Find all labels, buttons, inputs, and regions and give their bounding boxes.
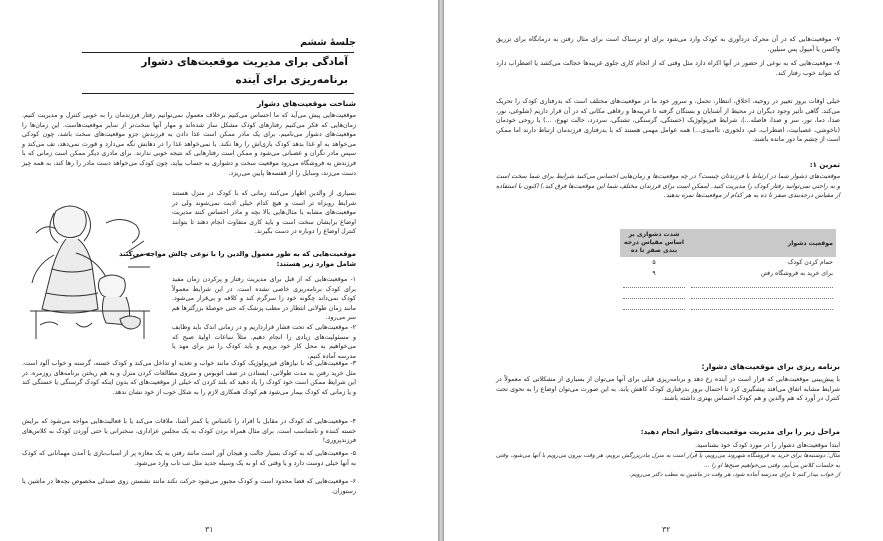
paragraph: موقعیت‌هایی پیش می‌آید که ما احساس می‌کنیم برخلاف معمول نمی‌توانیم رفتار فرزندمان را به خوبی کنترل و مدیریت کنیم. زمان‌هایی که فکر می‌کنیم رفتارهای کودک مشکل ساز شده‌اند و مهار آنها سخت‌تر از سایر موقعیت‌هاست. این زمان‌ها را موقعیت‌های دشوار می‌نامیم. برای یک مادر ممکن است غذا دادن به فرزندش جزو موقعیت‌های سخت باشد، چون کودکی می‌خواهد به او غذا بدهد کودک بازی‌اش را رها نکند. یا نمی‌خواهد غذا را در دهانش نگه می‌دارد و قورت نمی‌دهد، تف می‌کند و سپس مادر نگران و عصبانی می‌شود و ممکن است رفتارهایی که نتیجه خوبی ندارند. برای مادری دیگر ممکن است زمانی که با فرزندش به فروشگاه می‌رود موقعیت سخت و دشواری به حساب بیاید، چون کودک می‌خواهد دست مادر را رها کند، به همه چیز دست می‌زند، وسایل را از قفسه‌ها پایین می‌ریزد.: [22, 112, 356, 177]
blank-line: [623, 303, 685, 310]
blank-line: [691, 292, 833, 299]
table-row: [620, 290, 836, 301]
section-heading: موقعیت‌هایی که به طور معمول والدین را با نوعی چالش مواجه می‌کنند شامل موارد زیر هستند:: [119, 250, 356, 268]
blank-line: [623, 292, 685, 299]
table-cell-situation: [688, 290, 836, 301]
list-item: ۸- موقعیت‌هایی که به نوعی از حضور در آنها اکراه دارد مثل وقتی که از انجام کاری جلوی غریبه‌ها خجالت می‌کشد یا اضطراب دارد که نتواند خوب رفتار کند.: [496, 60, 840, 77]
blank-line: [691, 281, 833, 288]
list-item: ۵- موقعیت‌هایی که به کودک بسیار جالب و هیجان آور است مانند رفتن به یک مغازه پر از اسباب‌بازی یا آمدن مهمانانی که کودک به آنها خیلی دوست دارد و یا وقتی که او به یک وسیله جدید مثل تب تاب وارد می‌شود.: [22, 450, 356, 467]
column-header-situation: موقعیت دشوار: [688, 229, 836, 257]
list-item: ۱- موقعیت‌هایی که از قبل برای مدیریت رفتار و پرکردن زمان مفید برای کودک برنامه‌ریزی خاصی نشده است. در این شرایط معمولاً کودک نمی‌داند چگونه خود را سرگرم کند و کلافه و بی‌قرار می‌شود. مانند زمان طولانی انتظار در مطب پزشک که حتی حوصلهٔ بزرگترها هم سر می‌رود.: [172, 276, 356, 322]
section-heading: شناخت موقعیت‌های دشوار: [256, 99, 356, 108]
table-row: [620, 268, 836, 279]
list-item: ۷- موقعیت‌هایی که در آن محرک دردآوری به کودک وارد می‌شود برای او ترسناک است برای مثال رفتن به درمانگاه برای تزریق واکسن یا آمپول پس سیلین.: [496, 36, 840, 53]
list-item: ۴- موقعیت‌هایی که کودک در مقابل با افراد را ناشناس یا کمتر آشنا، ملاقات می‌کند یا با فعالیت‌هایی مواجه می‌شود که برایش خسته کننده و نامتناسب است. برای مثال همراه بردن کودک به یک مجلس عزاداری، سخنرانی یا حتی آوردن کودک به کلاس‌های فرزندپروری!: [22, 418, 356, 445]
exercise-heading: تمرین ۱:: [809, 161, 840, 169]
blank-line: [691, 303, 833, 310]
paragraph: بسیاری از والدین اظهار می‌کنند زمانی که با کودک در منزل هستند شرایط روبراه تر است و هیچ کدام خیلی اذیت نمی‌شوند ولی در موقعیت‌های مشابه یا مثال‌هایی بالا بچه و مادر احساس کنند مدیریت اوضاع برایشان سخت است و باید کاری متفاوت انجام دهند تا بتوانند کنترل اوضاع را دوباره در دست بگیرند.: [172, 190, 356, 236]
table-cell-situation: حمام کردن کودک: [787, 259, 833, 266]
table-cell-score: ۹: [652, 270, 656, 277]
column-header-score: شدت دشواری بر اساس مقیاس درجه بندی صفر تا ده: [620, 229, 688, 257]
table-cell-situation: [688, 301, 836, 312]
table-row: [620, 279, 836, 290]
right-page: [444, 0, 883, 541]
paragraph: با پیش‌بینی موقعیت‌هایی که قرار است در آینده رخ دهد و برنامه‌ریزی قبلی برای آنها می‌توان از بسیاری از مشکلاتی که معمولاً در شرایط مشابه اتفاق می‌افتد پیشگیری کرد تا احتمال بروز بدرفتاری کودک کاهش یابد. به این صورت می‌توان اوضاع را به نحوی تحت کنترل در آورد که هم والدین و هم کودک احساس بهتری داشته باشند.: [496, 376, 840, 403]
paragraph: خیلی اوقات بروز تغییر در روحیه، اخلاق، انتظار، تحمل، و سرور خود ما در موقعیت‌های مختلف است که بدرفتاری کودک را تحریک می‌کند. گاهی تأثیر وجود دیگران در محیط از آشنایان و بستگان گرفته تا غریبه‌ها و رفاهی مکانی که در آن قرار داریم (شلوغی، نور، صدا، دما، نور، سر و صدا، فاصله...)، شرایط فیزیولوژیک (خستگی، گرسنگی، تشنگی، سردرد، حالت تهوع، ...) یا روحی خودمان (ناخوشی، عصبانیت، اضطراب، غم، دلخوری، ناامیدی...) همه عوامل مهمی هستند که با بدرفتاری فرزندمان ارتباط دارند اما ممکن است از چشم ما دور مانده باشند.: [496, 98, 840, 144]
table-cell-score: ۵: [652, 259, 656, 266]
page-number: ۳۱: [205, 525, 214, 534]
table-row: [620, 257, 836, 268]
chapter-title-box: [82, 52, 354, 94]
table-cell-score: [620, 301, 688, 312]
step-item: ابتدا موقعیت‌های دشوار را در مورد کودک خود بشناسید.: [695, 441, 840, 452]
session-label: جلسهٔ ششم: [300, 37, 356, 48]
list-item: ۶- موقعیت‌هایی که فضا محدود است و کودک مجبور می‌شود حرکت نکند مانند نشستن روی صندلی مخصوص بچه‌ها در ماشین یا رستوران.: [22, 478, 356, 495]
table-row: [620, 301, 836, 312]
table-cell-score: [620, 279, 688, 290]
list-item: ۲- موقعیت‌هایی که تحت فشار قرارداریم و در زمانی اندک باید وظایف و مسئولیت‌های زیادی را انجام دهیم. مثلاً ساعات اولیهٔ صبح که می‌خواهیم به محل کار خود برویم و باید کودک را نیز برای مهد یا مدرسه آماده کنیم.: [172, 324, 356, 360]
page-number: ۳۲: [662, 525, 671, 534]
example-text: مثال: دوشنبه‌ها برای خرید به فروشگاه شهروند می‌رویم، یا قرار است به منزل مادربزرگش برویم، هر وقت بیرون می‌رویم با آنها می‌شود، وقتی به جلسات کلاس می‌آیم، وقتی می‌خواهیم صبح‌ها او را ...: [496, 453, 840, 469]
table-cell-score: [620, 290, 688, 301]
exercise-text: موقعیت‌های دشوار شما در ارتباط با فرزندتان چیست؟ در چه موقعیت‌ها و زمان‌هایی احساس می‌کنید شرایط برای شما سخت است و به راحتی نمی‌توانید رفتار کودک را مدیریت کنید. (ممکن است برای فرزندان مختلف شما این موقعیت‌ها فرق کند.) اکنون با استفاده از مقیاس درجه‌بندی صفر تا ده به هر کدام از موقعیت‌ها نمره بدهید.: [496, 173, 840, 200]
chapter-subtitle: برنامه‌ریزی برای آینده: [235, 74, 348, 86]
section-heading: برنامه ریزی برای موقعیت‌های دشوار:: [701, 362, 840, 371]
situations-table: [620, 229, 836, 312]
section-heading: مراحل زیر را برای مدیریت موقعیت‌های دشوار انجام دهید:: [640, 428, 840, 436]
chapter-title: آمادگی برای مدیریت موقعیت‌های دشوار: [141, 56, 348, 68]
list-item: ۳- موقعیت‌هایی که با نیازهای فیزیولوژیک کودک مانند خواب و تغذیه او تداخل می‌کند و کودک خسته، گرسنه و خواب آلود است. مثل خرید رفتن به مدت طولانی، ایستادن در صف اتوبوس و متروی مطالعات کردن منزل و به هم ریختن برنامه‌های روزمره. در این شرایط ممکن است خود کودک را یاد دهید که بلند کردن که خیلی از موقعیت‌های که بدون اینکه کودک گرسنگی یا خستگی کند و یا زمانی که کودک بیمار می‌شود هم کودک همکاری لازم را به شکل خوب از خود نشان ندهد.: [22, 360, 356, 396]
table-cell-situation: برای خرید به فروشگاه رفتن: [760, 270, 833, 277]
example-text: از خواب بیدار کنم تا برای مدرسه آماده شود، هر وقت در ماشین به مطب دکتر می‌رویم.: [629, 472, 840, 478]
left-page: [0, 0, 438, 541]
blank-line: [623, 281, 685, 288]
table-cell-situation: [688, 279, 836, 290]
